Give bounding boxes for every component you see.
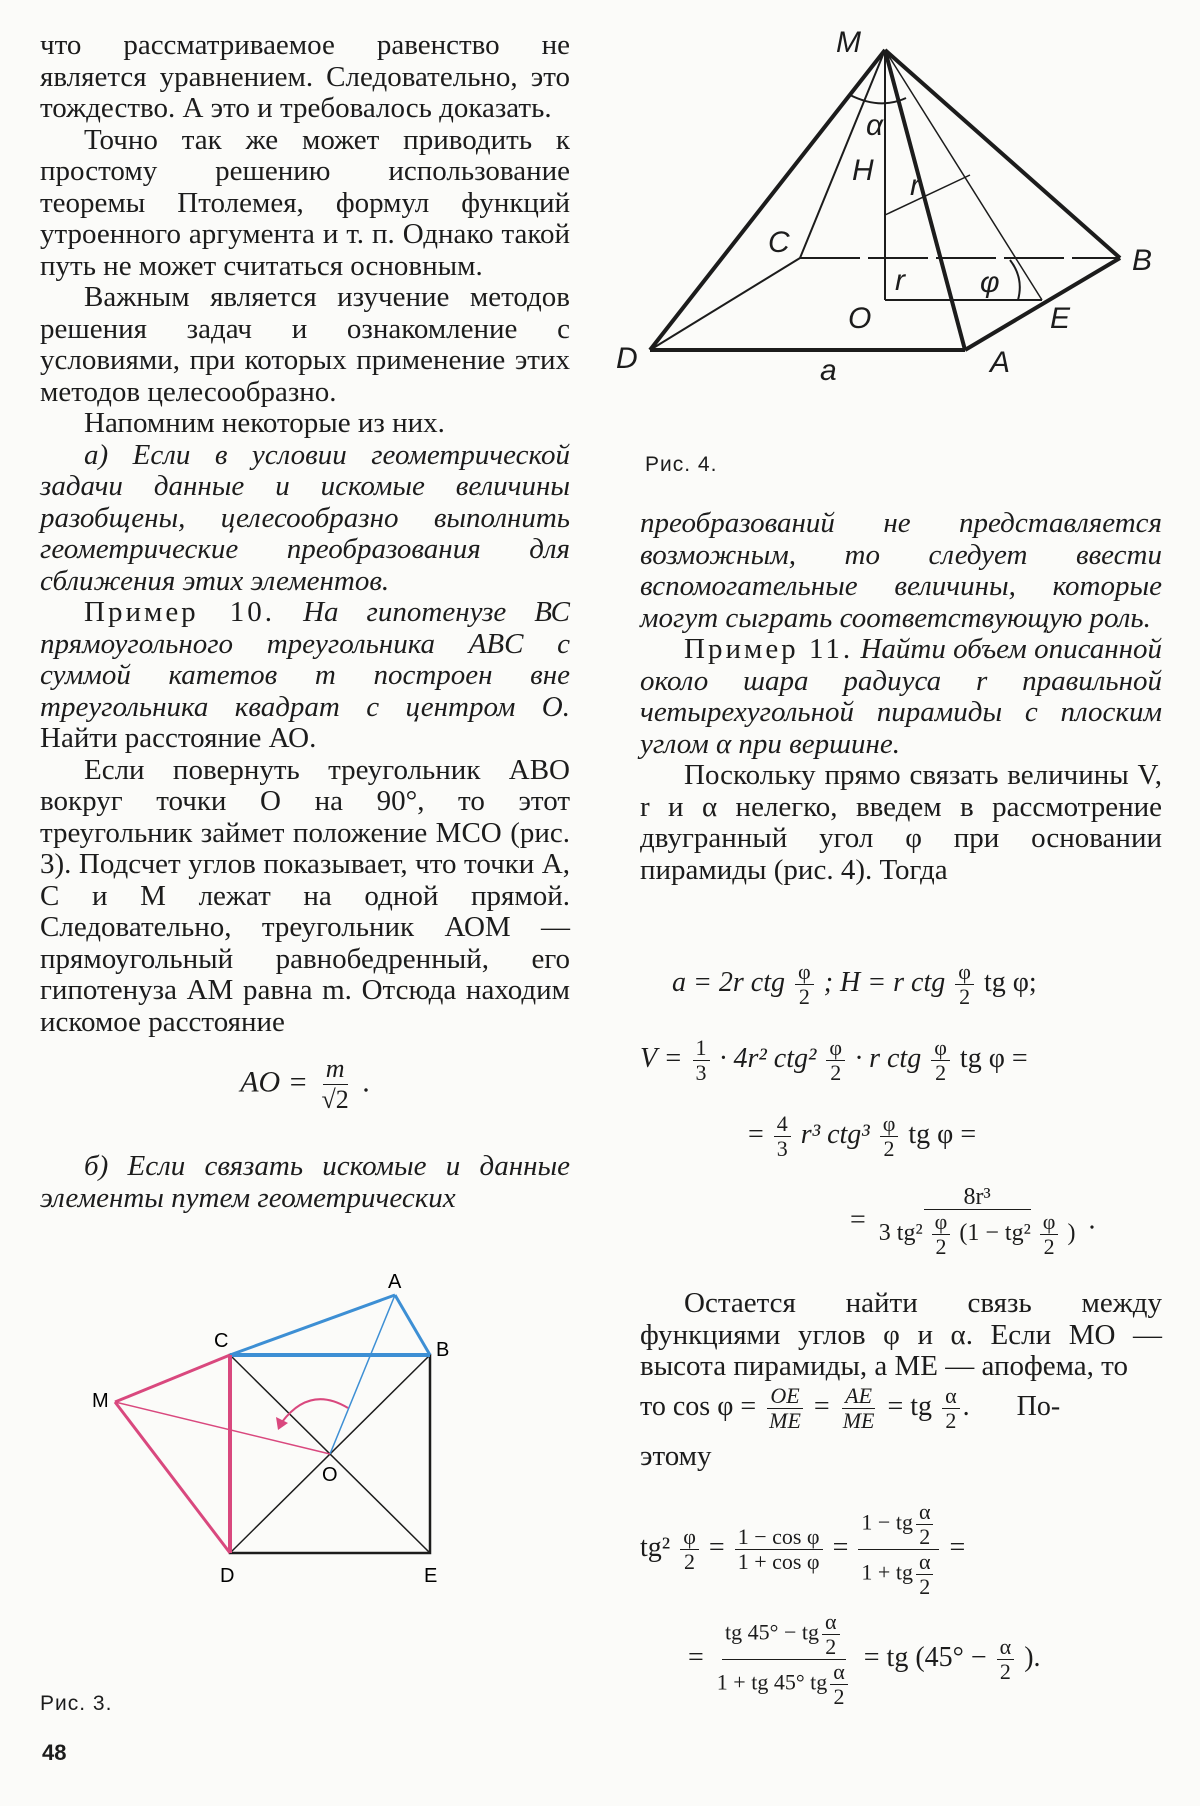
rule-b: б) Если связать искомые и данные элементы путем геометрических (40, 1150, 570, 1214)
label-o: O (848, 302, 872, 335)
segment-ao (330, 1295, 395, 1454)
figure-3-caption: Рис. 3. (40, 1692, 113, 1715)
label-b: B (1132, 244, 1153, 277)
right-paragraph-2: Остается найти связь между функциями углов φ и α. Если МО — высота пирамиды, а МЕ — апофема, то (640, 1287, 1162, 1382)
page-number: 48 (42, 1740, 67, 1765)
figure-3 (90, 1271, 510, 1650)
arrow-head (276, 1417, 288, 1430)
label-a: A (388, 1271, 402, 1293)
example-question: Найти расстояние АО. (40, 722, 317, 754)
rule-a: а) Если в условии геометрической задачи данные и искомые величины разобщены, целесообразно выполнить геометрические преобразования для сближения этих элементов. (40, 438, 570, 597)
right-column (640, 508, 1162, 886)
formula-final: = tg 45° − tg $\frac{\alpha}{2}$ 1 + tg 45° tg $\frac{\alpha}{2}$ = tg (45° − $\frac{\alpha}{2}$ ). (688, 1609, 1041, 1709)
apothem (885, 50, 1042, 300)
label-r2: r (895, 264, 905, 297)
paragraph: что рассматриваемое равенство не является уравнением. Следовательно, это тождество. А это и требовалось доказать. (40, 29, 570, 124)
figure-4 (610, 20, 1170, 440)
label-alpha: α (866, 109, 884, 142)
label-o: O (322, 1464, 338, 1486)
side-ab (395, 1295, 430, 1355)
label-d: D (220, 1565, 235, 1587)
word-continuation: этому (640, 1440, 712, 1472)
label-m: M (92, 1390, 109, 1412)
label-b: B (436, 1339, 450, 1361)
example-label: Пример 11. (684, 633, 854, 665)
example-text: На гипотенузе ВС прямоугольного треугольника ABC с суммой катетов m построен вне треугольника квадрат с центром О. (40, 596, 571, 723)
rotation-arc (282, 1399, 348, 1422)
base-dc (650, 258, 800, 350)
label-r: r (910, 169, 920, 202)
example-label: Пример 10. (84, 596, 275, 628)
edge-mb (885, 50, 1120, 258)
label-e: E (424, 1565, 438, 1587)
paragraph: Поскольку прямо связать величины V, r и α нелегко, введем в рассмотрение двугранный угол φ при основании пирамиды (рис. 4). Тогда (640, 759, 1162, 886)
example-11 (640, 634, 1162, 760)
label-c: C (768, 226, 790, 259)
formula-tg2: tg² $\frac{\varphi}{2}$ = $\frac{\text{1 − cos φ}}{\text{1 + cos φ}}$ = 1 − tg $\frac{\alpha}{2}$ 1 + tg $\frac{\alpha}{2}$ = (640, 1499, 966, 1599)
formula-ao: AO = $\frac{m}{√2}$ . (240, 1054, 370, 1114)
side-cm (115, 1355, 230, 1402)
example-text: Найти объем описанной около шара радиуса r правильной четырехугольной пирамиды с плоским углом α при вершине. (640, 633, 1163, 760)
formula-v-1: V = $\frac{1}{3}$ · 4r² ctg² $\frac{\varphi}{2}$ · r ctg $\frac{\varphi}{2}$ tg φ = (640, 1035, 1028, 1085)
paragraph: Важным является изучение методов решения задач и ознакомление с условиями, при которых применение этих методов целесообразно. (40, 281, 570, 408)
label-e: E (1050, 302, 1071, 335)
rule-b-continued: преобразований не представляется возможным, то следует ввести вспомогательные величины, которые могут сыграть соответствующую роль. (640, 507, 1162, 634)
label-side-a: a (820, 354, 837, 387)
angle-phi-arc (1010, 260, 1020, 300)
left-column (40, 30, 570, 1214)
side-md (115, 1402, 230, 1553)
formula-v-2: = $\frac{4}{3}$ r³ ctg³ $\frac{\varphi}{2}$ tg φ = (748, 1111, 977, 1161)
edge-ma (885, 50, 965, 350)
figure-4-caption: Рис. 4. (645, 453, 718, 476)
side-ca (230, 1295, 395, 1355)
label-c: C (214, 1330, 229, 1352)
label-h: H (852, 154, 874, 187)
formula-v-3: = 8r³ 3 tg² $\frac{\varphi}{2}$ (1 − tg² $\frac{\varphi}{2}$ ) . (850, 1184, 1096, 1259)
formula-a-h: a = 2r ctg $\frac{\varphi}{2}$ ; H = r ctg $\frac{\varphi}{2}$ tg φ; (672, 959, 1037, 1009)
paragraph: Если повернуть треугольник АВО вокруг точки О на 90°, то этот треугольник займет положение МСО (рис. 3). Подсчет углов показывает, что точки А, С и М лежат на одной прямой. Следовательно, треугольник АОМ — прямоугольный равнобедренный, его гипотенуза АМ равна m. Отсюда находим искомое расстояние (40, 753, 570, 1038)
formula-cos: то cos φ = $\frac{OE}{ME}$ = $\frac{AE}{ME}$ = tg $\frac{\alpha}{2}$ . По- (640, 1383, 1061, 1433)
paragraph: Напомним некоторые из них. (84, 407, 445, 439)
label-phi: φ (980, 266, 1000, 299)
example-10 (40, 597, 570, 755)
paragraph: Точно так же может приводить к простому решению использование теоремы Птолемея, формул функций утроенного аргумента и т. п. Однако такой путь не может считаться основным. (40, 123, 570, 282)
label-d: D (616, 342, 638, 375)
label-a: A (990, 346, 1011, 379)
label-m: M (836, 26, 861, 59)
